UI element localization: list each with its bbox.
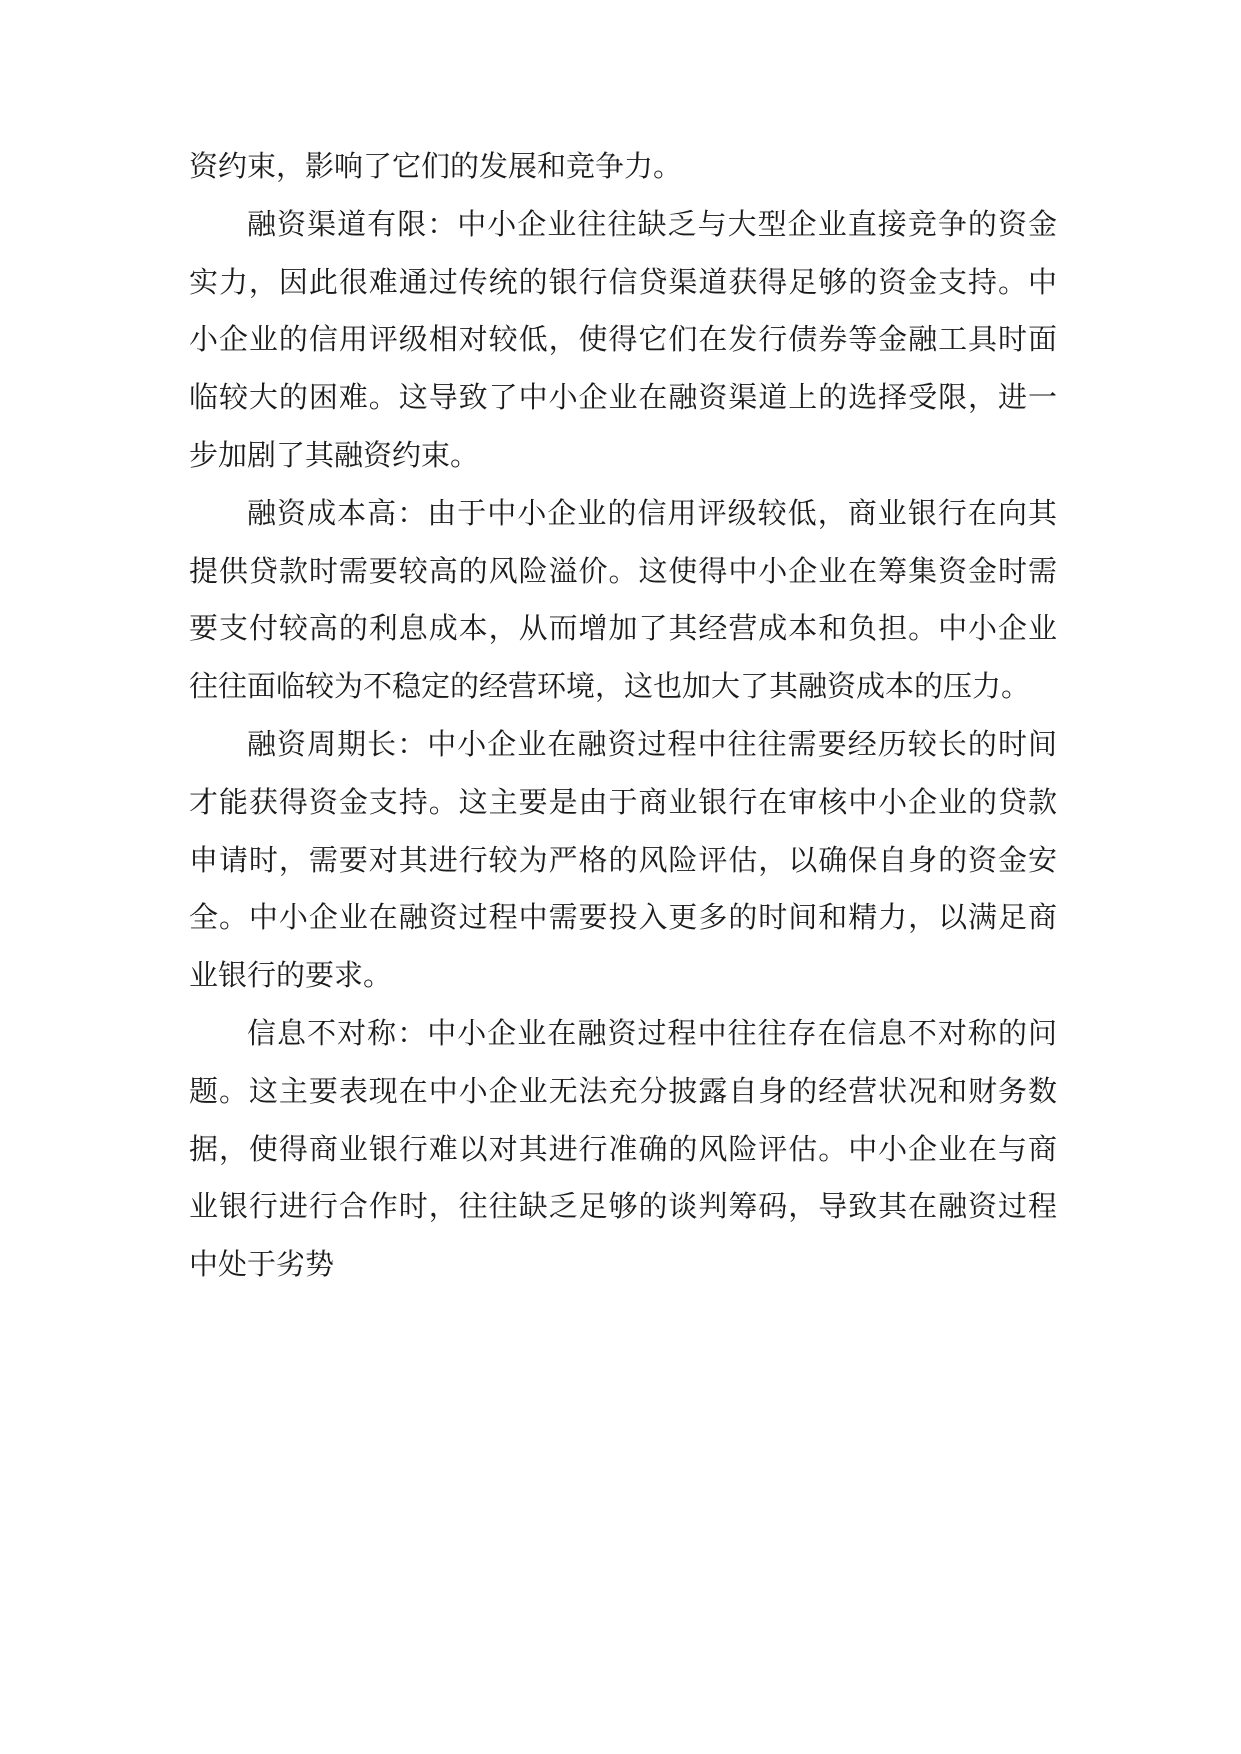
paragraph-financing-cost: 融资成本高：由于中小企业的信用评级较低，商业银行在向其提供贷款时需要较高的风险溢价。这使得中小企业在筹集资金时需要支付较高的利息成本，从而增加了其经营成本和负担。中小企业往往面临较为不稳定的经营环境，这也加大了其融资成本的压力。	[189, 495, 1057, 704]
paragraph-financing-cycle: 融资周期长：中小企业在融资过程中往往需要经历较长的时间才能获得资金支持。这主要是由于商业银行在审核中小企业的贷款申请时，需要对其进行较为严格的风险评估，以确保自身的资金安全。中小企业在融资过程中需要投入更多的时间和精力，以满足商业银行的要求。	[189, 726, 1057, 993]
paragraph-financing-channels: 融资渠道有限：中小企业往往缺乏与大型企业直接竞争的资金实力，因此很难通过传统的银行信贷渠道获得足够的资金支持。中小企业的信用评级相对较低，使得它们在发行债券等金融工具时面临较大的困难。这导致了中小企业在融资渠道上的选择受限，进一步加剧了其融资约束。	[189, 206, 1057, 472]
paragraph-continuation: 资约束，影响了它们的发展和竞争力。	[189, 149, 683, 183]
paragraph-information-asymmetry: 信息不对称：中小企业在融资过程中往往存在信息不对称的问题。这主要表现在中小企业无法充分披露自身的经营状况和财务数据，使得商业银行难以对其进行准确的风险评估。中小企业在与商业银行进行合作时，往往缺乏足够的谈判筹码，导致其在融资过程中处于劣势	[189, 1015, 1057, 1282]
document-body	[189, 138, 1057, 1294]
